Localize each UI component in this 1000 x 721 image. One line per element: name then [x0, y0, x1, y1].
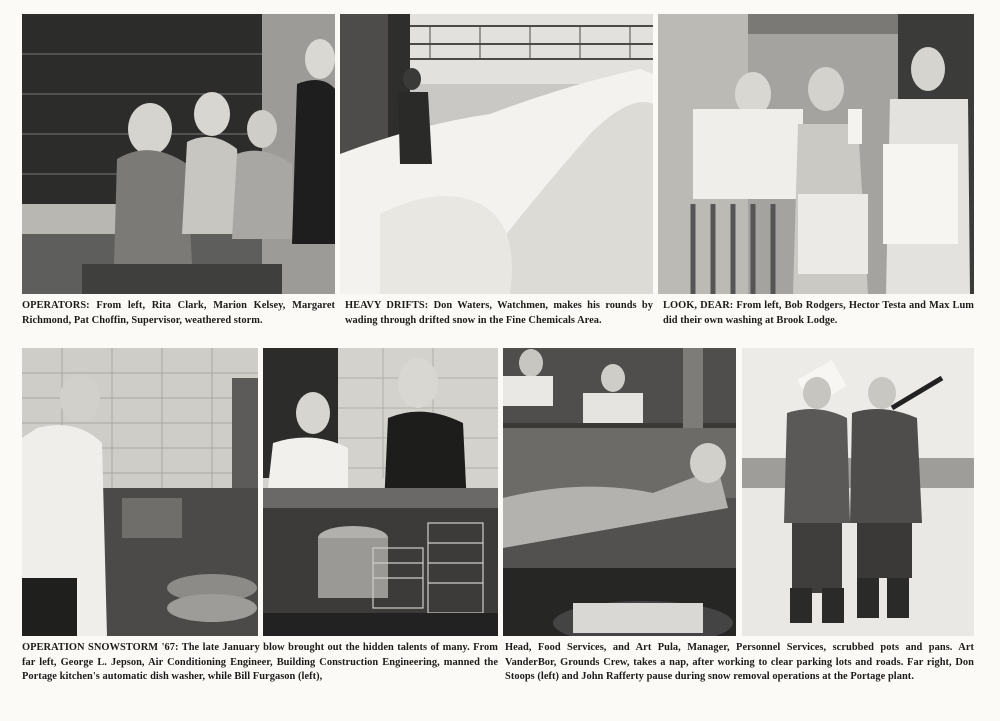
kitchen-photo-1 [22, 348, 258, 636]
look-dear-photo [658, 14, 974, 294]
operators-photo [22, 14, 335, 294]
caption-body: Don Waters, Watchmen, makes his rounds by wading through drifted snow in the Fine Chemicals Area. [345, 300, 653, 326]
caption-body: Head, Food Services, and Art Pula, Manager, Personnel Services, scrubbed pots and pans. Art VanderBor, Grounds Crew, takes a nap, after working to clear parking lots and roads. Far right, Don Stoops (left) and John Rafferty pause during snow removal operations at the Portage plant. [505, 642, 974, 683]
caption-heading: OPERATION SNOWSTORM '67: [22, 642, 179, 653]
caption-look-dear [663, 299, 974, 328]
caption-heading: HEAVY DRIFTS: [345, 300, 429, 311]
caption-snowstorm-left [22, 641, 498, 685]
nap-photo [503, 348, 736, 636]
caption-heading: LOOK, DEAR: [663, 300, 734, 311]
caption-snowstorm-right [505, 641, 974, 685]
caption-heavy-drifts [345, 299, 653, 328]
caption-body: From left, Rita Clark, Marion Kelsey, Margaret Richmond, Pat Choffin, Supervisor, weathered storm. [22, 300, 336, 326]
heavy-drifts-photo [340, 14, 653, 294]
kitchen-photo-2 [263, 348, 498, 636]
caption-body: From left, Bob Rodgers, Hector Testa and Max Lum did their own washing at Brook Lodge. [663, 300, 974, 326]
caption-operators [22, 299, 335, 328]
caption-heading: OPERATORS: [22, 300, 90, 311]
snow-removal-photo [742, 348, 974, 636]
caption-body: The late January blow brought out the hidden talents of many. From far left, George L. Jepson, Air Conditioning Engineer, Building Construction Engineering, manned the Portage kitchen's automatic dish washer, while Bill Furgason (left), [22, 642, 498, 683]
